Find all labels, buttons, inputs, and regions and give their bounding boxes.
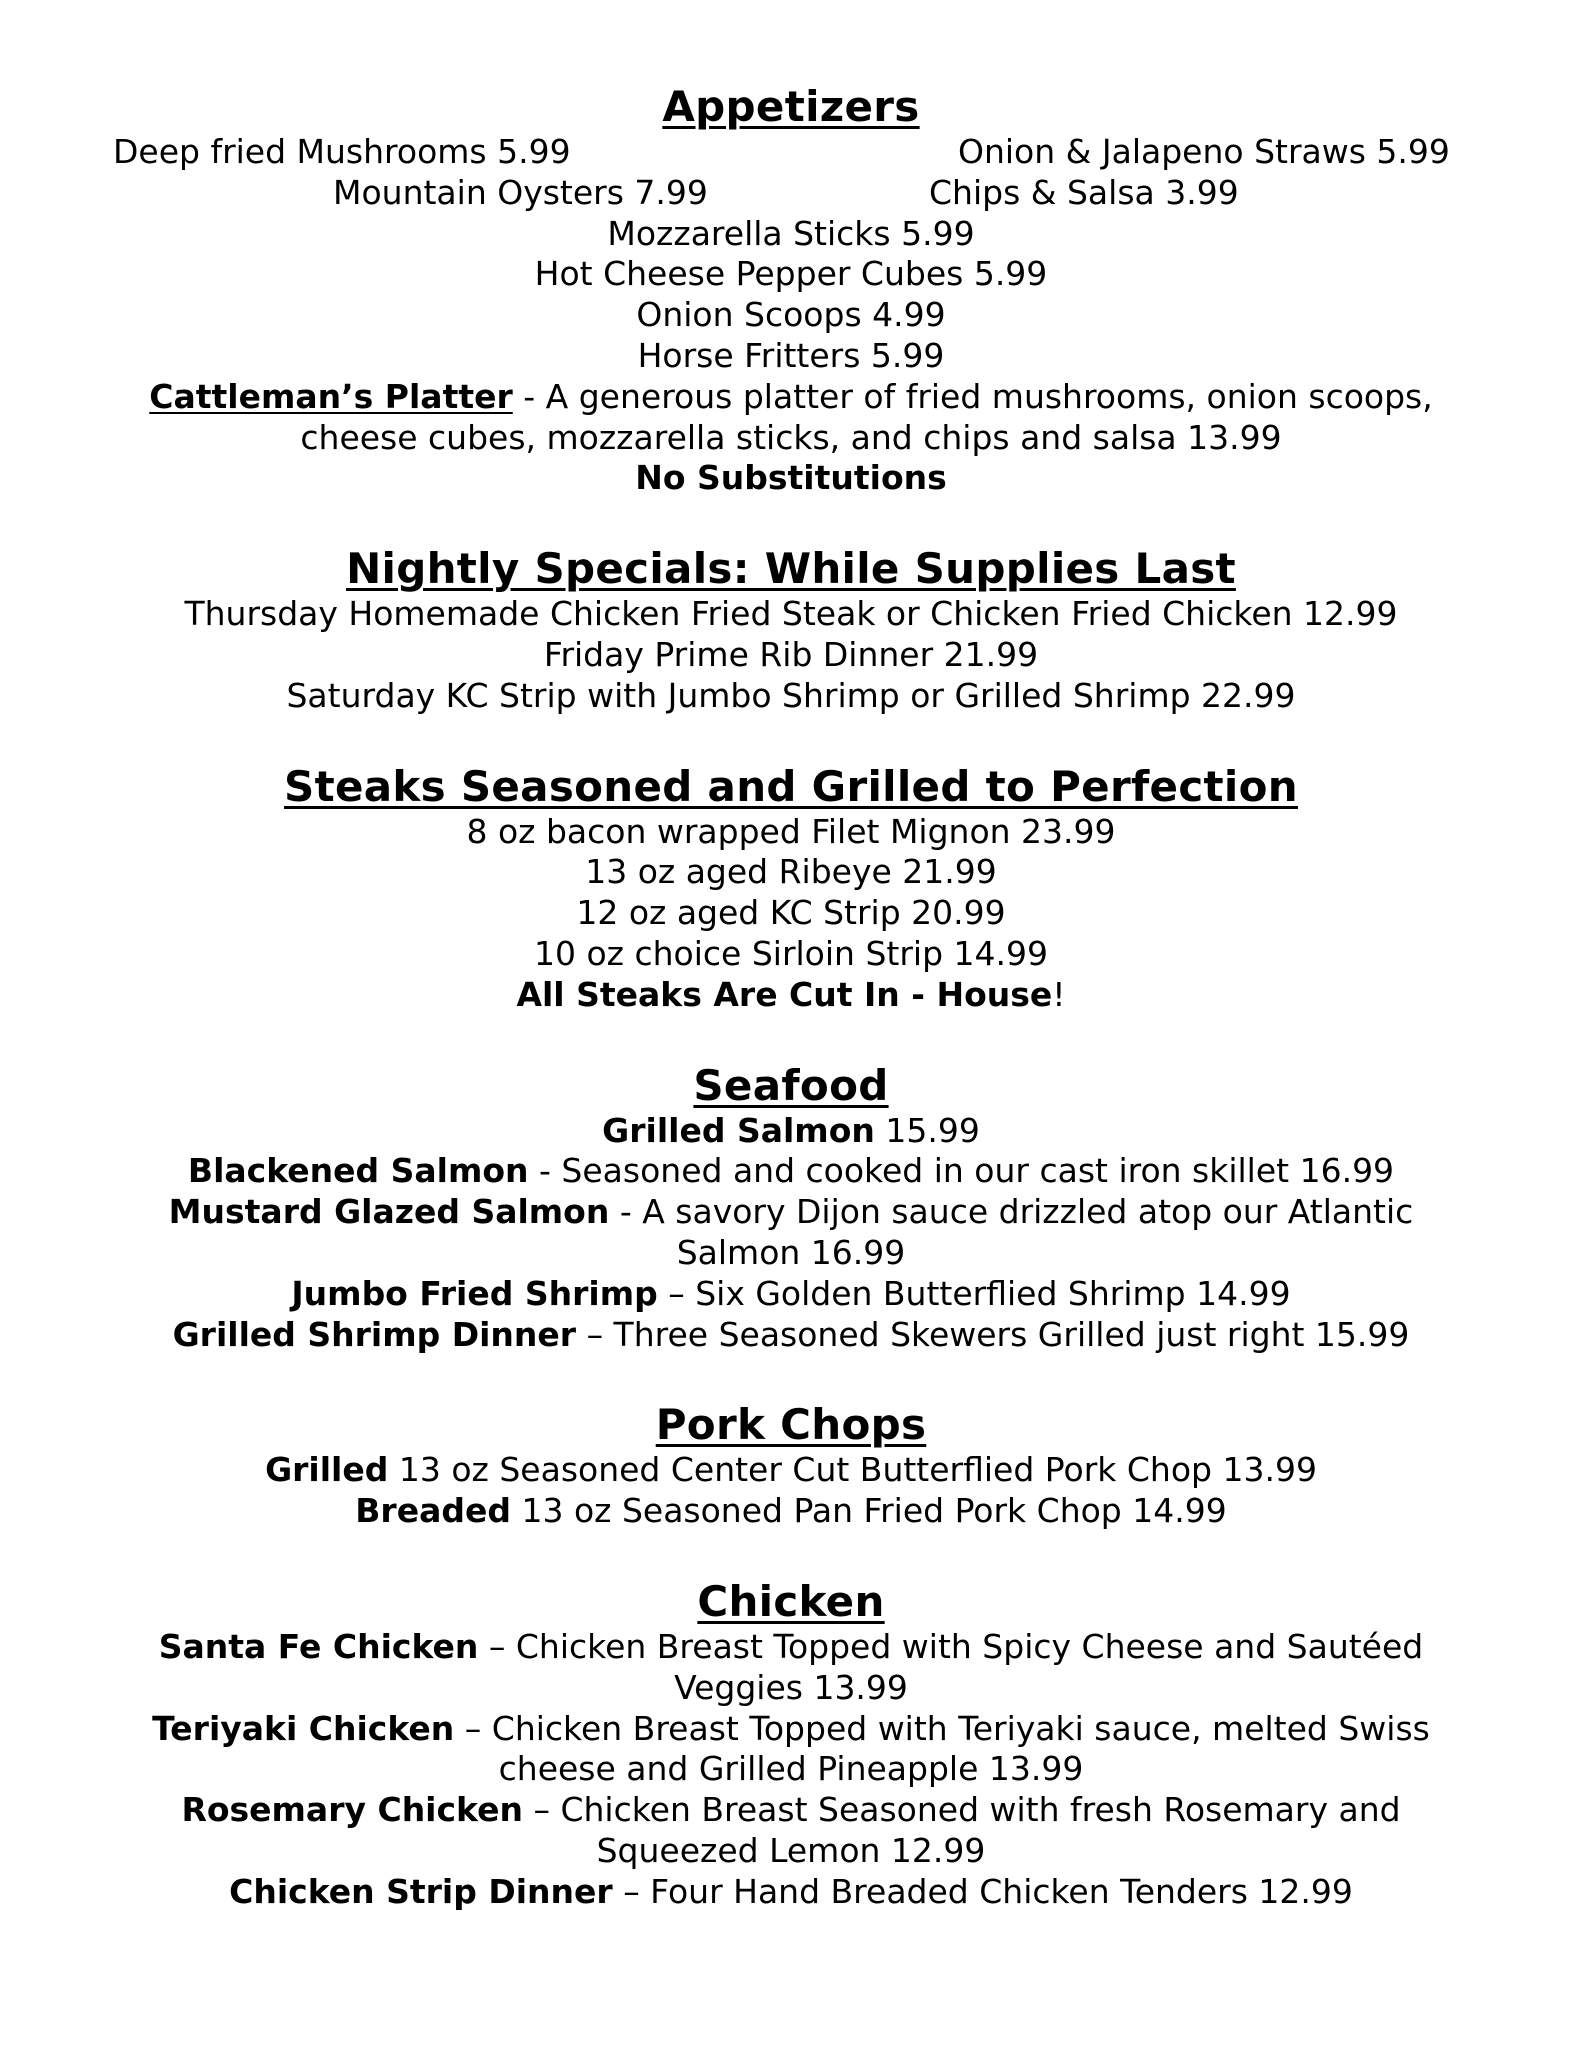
item-description: 13 oz Seasoned Pan Fried Pork Chop 14.99 — [510, 1491, 1227, 1531]
item-name: Chicken Strip Dinner — [229, 1871, 613, 1911]
item-description: – Chicken Breast Topped with Teriyaki sauce, melted Swiss cheese and Grilled Pineapple 13.99 — [454, 1708, 1430, 1789]
menu-item: Deep fried Mushrooms 5.99 — [113, 132, 571, 171]
item-name: Breaded — [355, 1491, 511, 1531]
steaks-note-text: All Steaks Are Cut In - House — [516, 974, 1053, 1014]
menu-item — [121, 1709, 1461, 1791]
item-name: Blackened Salmon — [187, 1151, 529, 1191]
menu-item — [0, 1111, 1582, 1152]
menu-item: Thursday Homemade Chicken Fried Steak or Chicken Fried Chicken 12.99 — [184, 594, 1398, 634]
platter-item — [121, 377, 1461, 459]
item-name: Rosemary Chicken — [181, 1790, 523, 1830]
appetizers-row-1 — [0, 132, 1582, 173]
item-name: Grilled Shrimp Dinner — [172, 1314, 577, 1354]
menu-item: Horse Fritters 5.99 — [637, 335, 945, 375]
menu-item — [0, 1274, 1582, 1315]
menu-item: 12 oz aged KC Strip 20.99 — [576, 893, 1006, 933]
steaks-heading: Steaks Seasoned and Grilled to Perfection — [284, 761, 1298, 811]
menu-item: Hot Cheese Pepper Cubes 5.99 — [534, 254, 1048, 294]
item-description: – Three Seasoned Skewers Grilled just right 15.99 — [576, 1314, 1410, 1354]
chicken-section — [0, 1577, 1582, 1913]
seafood-heading: Seafood — [693, 1060, 889, 1110]
menu-item — [0, 1151, 1582, 1192]
menu-item — [146, 1192, 1436, 1274]
item-name: Santa Fe Chicken — [158, 1626, 479, 1666]
item-description: – Six Golden Butterflied Shrimp 14.99 — [657, 1273, 1291, 1313]
platter-name: Cattleman’s Platter — [149, 376, 513, 416]
menu-item: 8 oz bacon wrapped Filet Mignon 23.99 — [466, 811, 1116, 851]
specials-heading: Nightly Specials: While Supplies Last — [346, 544, 1236, 594]
menu-item: 10 oz choice Sirloin Strip 14.99 — [534, 933, 1048, 973]
pork-section — [0, 1400, 1582, 1532]
menu-item — [0, 1315, 1582, 1356]
pork-heading: Pork Chops — [655, 1400, 927, 1450]
no-substitutions-note: No Substitutions — [635, 458, 947, 498]
seafood-section — [0, 1061, 1582, 1356]
item-name: Teriyaki Chicken — [152, 1708, 455, 1748]
menu-item — [0, 1450, 1582, 1491]
item-name: Grilled Salmon — [602, 1110, 875, 1150]
menu-item — [141, 1790, 1441, 1872]
menu-item: Onion & Jalapeno Straws 5.99 — [958, 132, 1450, 171]
appetizers-section — [0, 82, 1582, 499]
item-name: Grilled — [265, 1450, 389, 1490]
item-name: Jumbo Fried Shrimp — [291, 1273, 658, 1313]
item-description: – Chicken Breast Seasoned with fresh Rosemary and Squeezed Lemon 12.99 — [523, 1790, 1401, 1870]
item-description: 13 oz Seasoned Center Cut Butterflied Pork Chop 13.99 — [388, 1450, 1317, 1490]
appetizers-heading: Appetizers — [662, 82, 920, 131]
steaks-note-punct: ! — [1052, 974, 1066, 1014]
steaks-note — [0, 975, 1582, 1016]
menu-item — [126, 1627, 1456, 1709]
steaks-section — [0, 762, 1582, 1016]
item-description: - A savory Dijon sauce drizzled atop our Atlantic Salmon 16.99 — [609, 1192, 1414, 1272]
menu-item: Mozzarella Sticks 5.99 — [607, 213, 975, 253]
menu-item: Mountain Oysters 7.99 — [333, 172, 708, 212]
menu-item: Onion Scoops 4.99 — [636, 295, 946, 335]
menu-item: 13 oz aged Ribeye 21.99 — [585, 852, 997, 892]
item-description: – Chicken Breast Topped with Spicy Cheese and Sautéed Veggies 13.99 — [478, 1626, 1424, 1707]
item-description: 15.99 — [874, 1110, 980, 1150]
specials-section — [0, 544, 1582, 716]
menu-item: Chips & Salsa 3.99 — [929, 172, 1239, 212]
platter-description: - A generous platter of fried mushrooms, onion scoops, cheese cubes, mozzarella sticks, and chips and salsa 13.99 — [300, 376, 1433, 457]
item-description: - Seasoned and cooked in our cast iron skillet 16.99 — [528, 1151, 1395, 1191]
appetizers-row-2 — [0, 173, 1582, 214]
item-description: – Four Hand Breaded Chicken Tenders 12.99 — [612, 1871, 1353, 1911]
menu-item: Friday Prime Rib Dinner 21.99 — [543, 634, 1039, 674]
menu-item — [0, 1872, 1582, 1913]
chicken-heading: Chicken — [697, 1576, 885, 1626]
menu-item: Saturday KC Strip with Jumbo Shrimp or Grilled Shrimp 22.99 — [286, 675, 1296, 715]
item-name: Mustard Glazed Salmon — [168, 1192, 610, 1232]
menu-item — [0, 1491, 1582, 1532]
